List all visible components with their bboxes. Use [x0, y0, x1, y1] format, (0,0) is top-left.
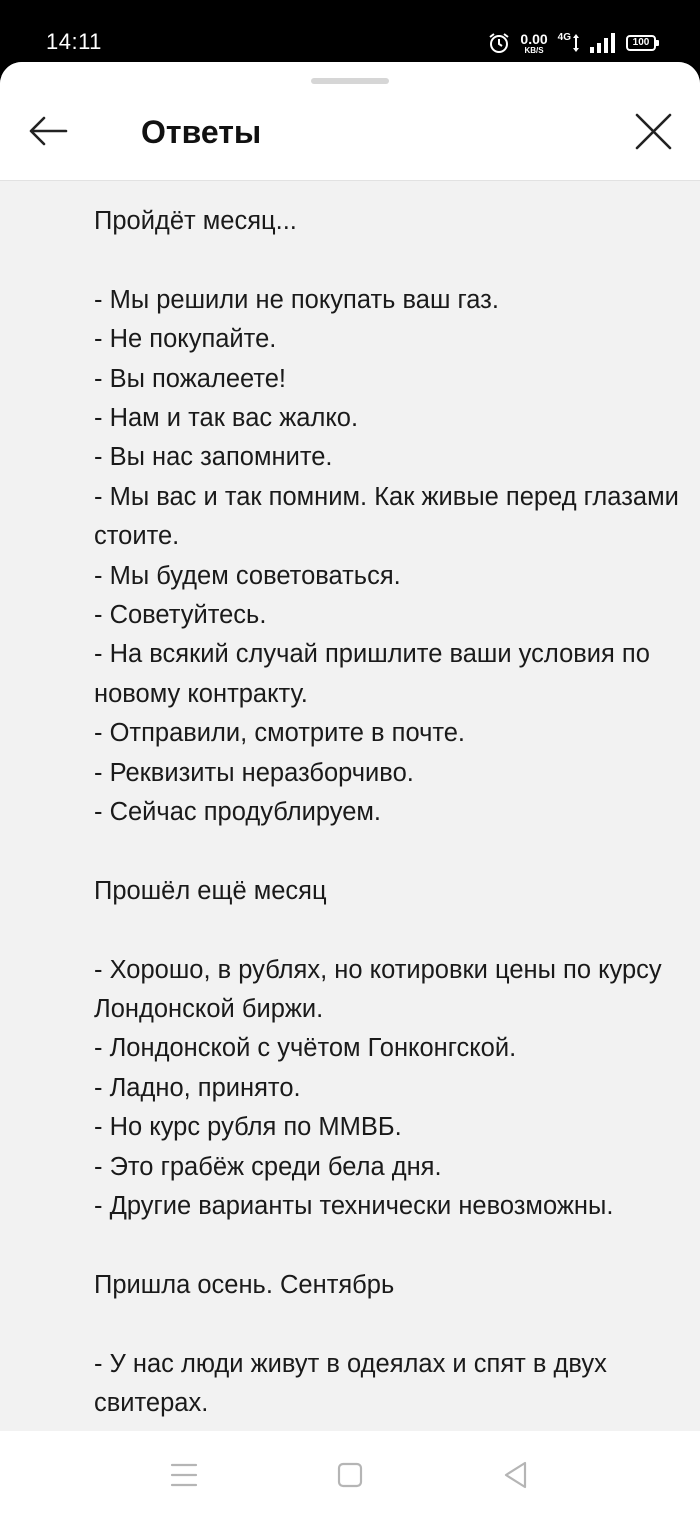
text-line: - Мы решили не покупать ваш газ.	[94, 285, 499, 314]
answers-sheet	[0, 62, 700, 1431]
text-line: - Но курс рубля по ММВБ.	[94, 1113, 402, 1142]
text-line: - Мы будем советоваться.	[94, 561, 401, 590]
text-line: Пройдёт месяц...	[94, 207, 297, 235]
paragraph-gap	[94, 1227, 679, 1266]
text-line: - Реквизиты неразборчиво.	[94, 758, 414, 787]
arrow-left-icon	[26, 110, 70, 154]
battery-icon	[626, 35, 656, 51]
system-nav-bar	[0, 1431, 700, 1517]
text-line: - Отправили, смотрите в почте.	[94, 719, 466, 748]
back-button[interactable]	[26, 110, 70, 154]
net-speed-unit: KB/S	[524, 45, 544, 55]
text-line: - Не покупайте.	[94, 325, 277, 354]
close-button[interactable]	[632, 110, 676, 154]
text-line: - Другие варианты технически невозможны.	[94, 1192, 614, 1221]
text-line: - Советуйтесь.	[94, 601, 267, 630]
net-speed	[520, 32, 547, 55]
text-line: - Лондонской с учётом Гонконгской.	[94, 1034, 517, 1063]
text-line: - Вы нас запомните.	[94, 443, 333, 472]
text-line: - У нас люди живут в одеялах и спят в двух свитерах.	[94, 1349, 607, 1418]
menu-icon	[168, 1459, 200, 1491]
paragraph-gap	[94, 832, 679, 871]
page-title: Ответы	[141, 114, 262, 150]
text-line: - Мы вас и так помним. Как живые перед глазами стоите.	[94, 482, 679, 551]
back-triangle-icon	[500, 1459, 532, 1491]
nav-home-button[interactable]	[334, 1459, 366, 1491]
net-speed-value: 0.00	[520, 30, 548, 47]
text-line: - На всякий случай пришлите ваши условия по новому контракту.	[94, 640, 650, 708]
text-line: - Это грабёж среди бела дня.	[94, 1152, 442, 1181]
status-bar	[0, 0, 700, 62]
signal-icon	[590, 33, 616, 53]
paragraph-gap	[94, 911, 679, 950]
status-icons	[488, 30, 656, 56]
text-line: - Нам и так вас жалко.	[94, 404, 359, 433]
text-line: - Вы пожалеете!	[94, 364, 286, 393]
drag-handle[interactable]	[311, 78, 389, 84]
home-square-icon	[334, 1459, 366, 1491]
paragraph-gap	[94, 1305, 679, 1344]
sheet-header	[0, 62, 700, 181]
nav-back-button[interactable]	[500, 1459, 532, 1491]
close-icon	[632, 110, 676, 154]
text-line: Пришла осень. Сентябрь	[94, 1270, 395, 1299]
status-time: 14:11	[46, 29, 102, 54]
text-line: Прошёл ещё месяц	[94, 876, 327, 905]
network-type-label: 4G	[557, 32, 571, 43]
paragraph-gap	[94, 241, 679, 280]
data-arrows-icon	[572, 33, 580, 53]
alarm-icon	[488, 32, 510, 54]
battery-level: 100	[632, 37, 650, 48]
answer-text	[94, 202, 679, 1424]
text-line: - Ладно, принято.	[94, 1073, 301, 1102]
nav-menu-button[interactable]	[168, 1459, 200, 1491]
network-type	[558, 33, 580, 53]
text-line: - Хорошо, в рублях, но котировки цены по курсу Лондонской биржи.	[94, 955, 662, 1024]
text-line: - Сейчас продублируем.	[94, 798, 381, 827]
